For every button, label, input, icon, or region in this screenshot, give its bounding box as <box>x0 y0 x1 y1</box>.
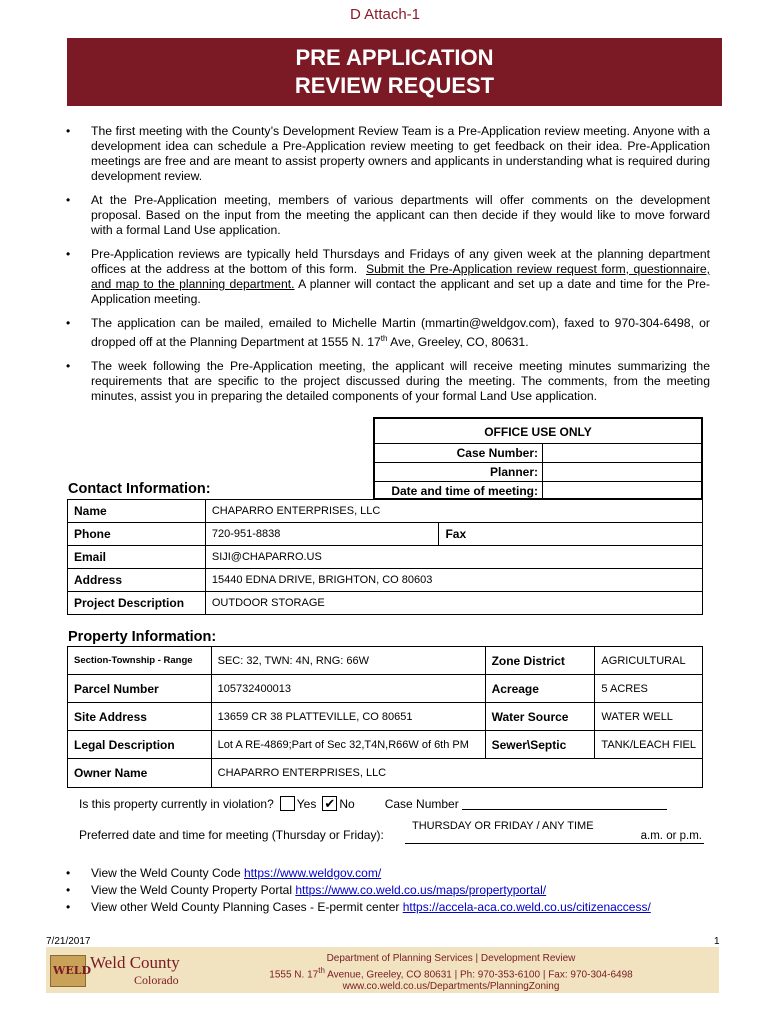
email-label: Email <box>68 546 206 569</box>
address-text: Avenue, Greeley, CO 80631 | Ph: 970-353-6100 | Fax: 970-304-6498 <box>324 969 633 981</box>
table-row <box>68 569 703 592</box>
link-description: View the Weld County Code <box>91 866 244 880</box>
table-row <box>68 731 703 759</box>
department-info <box>236 953 666 993</box>
owner-name-field[interactable]: CHAPARRO ENTERPRISES, LLC <box>211 759 702 788</box>
form-title-banner <box>67 38 722 106</box>
property-portal-link[interactable]: https://www.co.weld.co.us/maps/propertyportal/ <box>295 883 547 897</box>
attachment-label: D Attach-1 <box>349 6 421 23</box>
case-number-field[interactable] <box>543 444 701 462</box>
address-text: 1555 N. 17 <box>269 969 319 981</box>
section-township-range-label: Section-Township - Range <box>68 647 212 675</box>
page-footer <box>46 947 719 993</box>
state-name: Colorado <box>134 973 179 987</box>
contact-section-title: Contact Information: <box>68 481 211 497</box>
instruction-text: Pre-Application reviews are typically held Thursdays and Fridays of any given week at the planning department offices at the address at the bottom of this form. <box>91 247 710 276</box>
title-line-2: REVIEW REQUEST <box>294 73 495 98</box>
contact-table <box>67 499 703 615</box>
epermit-center-link[interactable]: https://accela-aca.co.weld.co.us/citizenaccess/ <box>402 900 651 914</box>
property-table <box>67 646 703 788</box>
property-section-title: Property Information: <box>68 629 217 645</box>
violation-question-row <box>79 796 667 811</box>
table-row <box>68 647 703 675</box>
case-number-label: Case Number: <box>375 444 543 462</box>
county-name: Weld County <box>90 953 180 972</box>
violation-case-number-field[interactable] <box>462 798 667 810</box>
sewer-septic-field[interactable]: TANK/LEACH FIEL <box>595 731 703 759</box>
instructions-list <box>60 124 710 413</box>
project-description-field[interactable]: OUTDOOR STORAGE <box>205 592 702 615</box>
table-row <box>68 675 703 703</box>
no-checkbox[interactable]: ✔ <box>322 796 337 811</box>
meeting-date-label: Date and time of meeting: <box>375 482 543 500</box>
instruction-item: • The week following the Pre-Application meeting, the applicant will receive meeting minutes summarizing the requirements that are specific to the project discussed during the meeting. The comments, from the meeting minutes, assist you in preparing the detailed components of your formal Land Use application. <box>60 359 710 404</box>
office-use-header: OFFICE USE ONLY <box>484 425 592 439</box>
logo-text: WELD <box>53 964 92 977</box>
zone-district-field[interactable]: AGRICULTURAL <box>595 647 703 675</box>
water-source-field[interactable]: WATER WELL <box>595 703 703 731</box>
instruction-item <box>60 247 710 307</box>
title-line-1: PRE APPLICATION <box>295 45 494 70</box>
weld-county-logo <box>50 955 92 987</box>
planner-field[interactable] <box>543 463 701 481</box>
name-field[interactable]: CHAPARRO ENTERPRISES, LLC <box>205 500 702 523</box>
fax-label: Fax <box>445 527 467 541</box>
instruction-item <box>60 316 710 350</box>
address-field[interactable]: 15440 EDNA DRIVE, BRIGHTON, CO 80603 <box>205 569 702 592</box>
address-line <box>236 965 666 981</box>
table-row <box>68 592 703 615</box>
revision-date: 7/21/2017 <box>46 936 91 947</box>
legal-description-field[interactable]: Lot A RE-4869;Part of Sec 32,T4N,R66W of 6th PM <box>211 731 485 759</box>
owner-name-label: Owner Name <box>68 759 212 788</box>
weld-county-code-link[interactable]: https://www.weldgov.com/ <box>243 866 382 880</box>
site-address-label: Site Address <box>68 703 212 731</box>
instruction-item: • At the Pre-Application meeting, members of various departments will offer comments on the development proposal. Based on the input from the meeting the applicant can then decide if they would like to move forward with a formal Land Use application. <box>60 193 710 238</box>
water-source-label: Water Source <box>485 703 595 731</box>
page-number: 1 <box>714 936 720 947</box>
instruction-text: Ave, Greeley, CO, 80631. <box>387 335 529 350</box>
submit-instruction: Submit the Pre-Application review request form, questionnaire, and map to the planning department. <box>91 262 711 291</box>
zone-district-label: Zone District <box>485 647 595 675</box>
instruction-text: A planner will contact the applicant and set up a date and time for the Pre-Application meeting. <box>91 277 711 306</box>
project-description-label: Project Description <box>68 592 206 615</box>
office-row <box>375 481 701 500</box>
link-description: View the Weld County Property Portal <box>91 883 296 897</box>
phone-label: Phone <box>68 523 206 546</box>
address-label: Address <box>68 569 206 592</box>
resource-links <box>60 865 720 916</box>
acreage-label: Acreage <box>485 675 595 703</box>
name-label: Name <box>68 500 206 523</box>
instruction-item: • The first meeting with the County’s Development Review Team is a Pre-Application review meeting. Anyone with a development idea can schedule a Pre-Application review meeting to get feedback on their idea. Pre-Application meetings are free and are meant to assist property owners and applicants in understanding what is required during development review. <box>60 124 710 184</box>
am-pm-label: a.m. or p.m. <box>640 830 702 842</box>
office-row <box>375 443 701 462</box>
site-address-field[interactable]: 13659 CR 38 PLATTEVILLE, CO 80651 <box>211 703 485 731</box>
superscript: th <box>318 966 325 975</box>
table-row <box>68 500 703 523</box>
office-use-box <box>373 417 703 500</box>
no-label: No <box>339 796 355 811</box>
sewer-septic-label: Sewer\Septic <box>485 731 595 759</box>
table-row <box>68 546 703 569</box>
section-township-range-field[interactable]: SEC: 32, TWN: 4N, RNG: 66W <box>211 647 485 675</box>
fax-field[interactable] <box>439 523 703 546</box>
link-description: View other Weld County Planning Cases - E-permit center <box>91 900 403 914</box>
office-row <box>375 462 701 481</box>
table-row <box>68 759 703 788</box>
violation-question: Is this property currently in violation? <box>79 796 274 811</box>
parcel-number-label: Parcel Number <box>68 675 212 703</box>
meeting-date-field[interactable] <box>543 482 701 500</box>
list-item <box>60 865 720 882</box>
website-line: www.co.weld.co.us/Departments/PlanningZoning <box>342 981 560 993</box>
table-row <box>68 703 703 731</box>
yes-checkbox[interactable] <box>280 796 295 811</box>
phone-field[interactable]: 720-951-8838 <box>205 523 439 546</box>
planner-label: Planner: <box>375 463 543 481</box>
case-number-question-label: Case Number <box>384 796 459 811</box>
email-field[interactable]: SIJI@CHAPARRO.US <box>205 546 702 569</box>
superscript: th <box>380 334 388 343</box>
preferred-meeting-label: Preferred date and time for meeting (Thursday or Friday): <box>79 828 384 842</box>
department-line: Department of Planning Services | Development Review <box>326 953 576 964</box>
yes-label: Yes <box>296 796 317 811</box>
acreage-field[interactable]: 5 ACRES <box>595 675 703 703</box>
list-item <box>60 899 720 916</box>
legal-description-label: Legal Description <box>68 731 212 759</box>
parcel-number-field[interactable]: 105732400013 <box>211 675 485 703</box>
list-item <box>60 882 720 899</box>
preferred-meeting-value: THURSDAY OR FRIDAY / ANY TIME <box>412 820 594 832</box>
table-row <box>68 523 703 546</box>
instruction-text: The application can be mailed, emailed to Michelle Martin (mmartin@weldgov.com), faxed to 970-304-6498, or dropped off at the Planning Department at 1555 N. 17 <box>91 316 710 350</box>
